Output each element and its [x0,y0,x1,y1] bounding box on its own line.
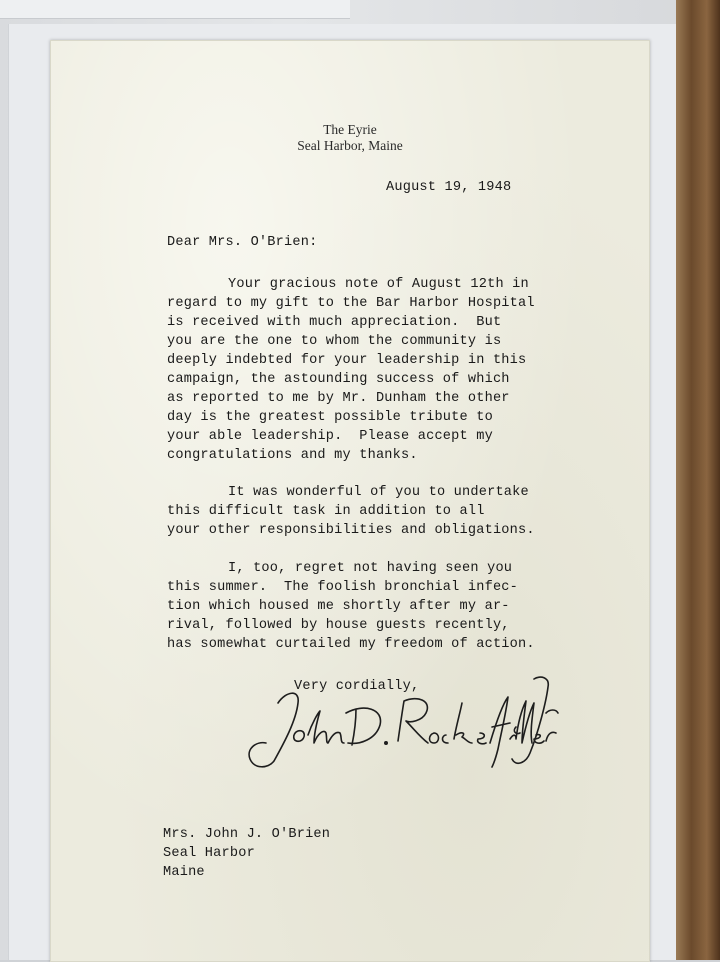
recipient-line: Maine [163,865,205,880]
paragraph-3-line: I, too, regret not having seen you [228,561,513,576]
paragraph-1-line: day is the greatest possible tribute to [167,410,493,425]
paragraph-1-line: congratulations and my thanks. [167,448,418,463]
recipient-line: Seal Harbor [163,846,255,861]
salutation: Dear Mrs. O'Brien: [167,235,318,250]
paragraph-1-line: is received with much appreciation. But [167,315,502,330]
paragraph-1-line: regard to my gift to the Bar Harbor Hospital [167,296,535,311]
closing: Very cordially, [294,679,420,694]
handwritten-signature [234,673,564,773]
paragraph-2-line: this difficult task in addition to all [167,504,485,519]
letter-date: August 19, 1948 [386,180,512,195]
paragraph-1-line: campaign, the astounding success of which [167,372,510,387]
letterhead-line-1: The Eyrie [323,122,377,137]
paragraph-3-line: has somewhat curtailed my freedom of action. [167,637,535,652]
paragraph-1-line: deeply indebted for your leadership in this [167,353,527,368]
paragraph-2-line: It was wonderful of you to undertake [228,485,529,500]
paragraph-3-line: rival, followed by house guests recently, [167,618,510,633]
paragraph-1-line: you are the one to whom the community is [167,334,502,349]
paragraph-1-line: as reported to me by Mr. Dunham the other [167,391,510,406]
paragraph-1-line: your able leadership. Please accept my [167,429,493,444]
letterhead-line-2: Seal Harbor, Maine [297,138,403,153]
top-sheet-edge [0,0,350,19]
paragraph-1-line: Your gracious note of August 12th in [228,277,529,292]
paragraph-3-line: this summer. The foolish bronchial infec- [167,580,519,595]
letter-paper [50,40,650,962]
paragraph-3-line: tion which housed me shortly after my ar- [167,599,510,614]
paragraph-2-line: your other responsibilities and obligations. [167,523,535,538]
wooden-table-edge [676,0,720,960]
recipient-line: Mrs. John J. O'Brien [163,827,331,842]
